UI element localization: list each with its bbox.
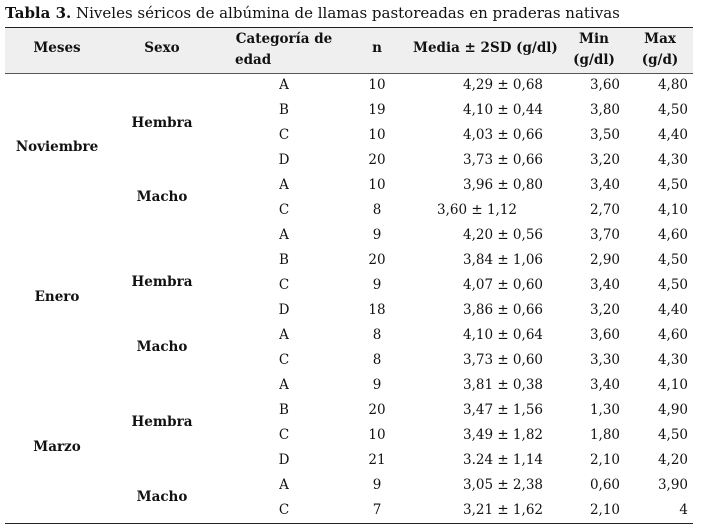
cell-media: 3,49 ± 1,82 [462, 427, 543, 443]
cell-media: 3,73 ± 0,60 [462, 352, 543, 368]
cell-media: 3,47 ± 1,56 [462, 402, 543, 418]
cell-min: 3,80 [589, 102, 620, 118]
cell-n: 10 [368, 177, 386, 193]
header-n: n [372, 40, 382, 56]
caption-label: Tabla 3. [5, 4, 72, 22]
month-label: Marzo [33, 439, 81, 455]
cell-max: 4,80 [657, 77, 688, 93]
sex-label: Macho [136, 489, 188, 505]
cell-media: 4,03 ± 0,66 [462, 127, 543, 143]
cell-categoria: A [279, 327, 289, 343]
cell-media: 3.24 ± 1,14 [462, 452, 543, 468]
header-categoria-line2: edad [235, 52, 272, 68]
cell-categoria: B [279, 102, 289, 118]
cell-categoria: A [279, 77, 289, 93]
cell-max: 4,50 [657, 427, 688, 443]
cell-categoria: C [278, 502, 290, 518]
cell-n: 8 [372, 327, 382, 343]
cell-n: 10 [368, 77, 386, 93]
cell-media: 4,29 ± 0,68 [462, 77, 543, 93]
cell-max: 4,50 [657, 102, 688, 118]
header-meses: Meses [33, 40, 81, 56]
cell-categoria: A [279, 377, 289, 393]
cell-n: 8 [372, 352, 382, 368]
header-categoria-line1: Categoría de [235, 31, 333, 47]
cell-max: 4,10 [657, 202, 688, 218]
cell-min: 2,10 [589, 452, 620, 468]
cell-categoria: B [279, 252, 289, 268]
cell-max: 3,90 [657, 477, 688, 493]
cell-media: 3,96 ± 0,80 [462, 177, 543, 193]
table-header [5, 28, 693, 74]
cell-max: 4,10 [657, 377, 688, 393]
header-max-line2: (g/d) [641, 52, 679, 68]
cell-min: 3,20 [589, 152, 620, 168]
cell-n: 8 [372, 202, 382, 218]
cell-media: 4,10 ± 0,64 [462, 327, 543, 343]
cell-categoria: C [278, 352, 290, 368]
cell-media: 4,10 ± 0,44 [462, 102, 543, 118]
cell-max: 4,60 [657, 227, 688, 243]
cell-media: 4,20 ± 0,56 [462, 227, 543, 243]
cell-media: 3,73 ± 0,66 [462, 152, 543, 168]
cell-n: 20 [368, 402, 386, 418]
cell-categoria: D [278, 302, 290, 318]
cell-min: 0,60 [589, 477, 620, 493]
month-label: Enero [34, 289, 80, 305]
cell-min: 3,70 [589, 227, 620, 243]
cell-categoria: C [278, 277, 290, 293]
cell-media: 3,81 ± 0,38 [462, 377, 543, 393]
cell-min: 3,30 [589, 352, 620, 368]
cell-max: 4,90 [657, 402, 688, 418]
cell-categoria: B [279, 402, 289, 418]
cell-n: 10 [368, 127, 386, 143]
sex-label: Macho [136, 189, 188, 205]
cell-media: 4,07 ± 0,60 [462, 277, 543, 293]
cell-media: 3,86 ± 0,66 [462, 302, 543, 318]
cell-n: 9 [372, 277, 382, 293]
header-min-line2: (g/dl) [573, 52, 615, 68]
cell-max: 4,30 [657, 152, 688, 168]
cell-n: 21 [368, 452, 386, 468]
cell-max: 4,50 [657, 177, 688, 193]
cell-categoria: A [279, 227, 289, 243]
cell-min: 2,90 [589, 252, 620, 268]
cell-max: 4,50 [657, 252, 688, 268]
cell-media: 3,60 ± 1,12 [437, 202, 518, 218]
cell-n: 9 [372, 227, 382, 243]
cell-min: 3,40 [589, 377, 620, 393]
cell-min: 3,60 [589, 327, 620, 343]
albumin-table [5, 27, 693, 524]
cell-min: 2,70 [589, 202, 620, 218]
sex-label: Hembra [131, 274, 193, 290]
cell-max: 4,40 [657, 127, 688, 143]
cell-categoria: D [278, 452, 290, 468]
cell-n: 9 [372, 477, 382, 493]
cell-max: 4,40 [657, 302, 688, 318]
cell-categoria: A [279, 477, 289, 493]
cell-n: 9 [372, 377, 382, 393]
cell-categoria: C [278, 427, 290, 443]
cell-categoria: C [278, 127, 290, 143]
cell-max: 4,50 [657, 277, 688, 293]
cell-n: 18 [368, 302, 386, 318]
header-media: Media ± 2SD (g/dl) [413, 40, 558, 56]
cell-n: 20 [368, 252, 386, 268]
cell-categoria: D [278, 152, 290, 168]
header-sexo: Sexo [144, 40, 180, 56]
cell-n: 7 [372, 502, 382, 518]
cell-n: 19 [368, 102, 386, 118]
cell-n: 10 [368, 427, 386, 443]
cell-n: 20 [368, 152, 386, 168]
cell-media: 3,05 ± 2,38 [462, 477, 543, 493]
header-max-line1: Max [644, 31, 676, 47]
month-label: Noviembre [15, 139, 99, 155]
cell-min: 1,80 [589, 427, 620, 443]
cell-min: 2,10 [589, 502, 620, 518]
cell-categoria: C [278, 202, 290, 218]
table-caption [5, 4, 620, 22]
cell-max: 4,30 [657, 352, 688, 368]
header-min-line1: Min [579, 31, 609, 47]
cell-min: 3,40 [589, 177, 620, 193]
cell-min: 3,60 [589, 77, 620, 93]
cell-media: 3,84 ± 1,06 [462, 252, 543, 268]
sex-label: Hembra [131, 115, 193, 131]
cell-categoria: A [279, 177, 289, 193]
cell-min: 3,20 [589, 302, 620, 318]
cell-min: 3,50 [589, 127, 620, 143]
cell-min: 1,30 [589, 402, 620, 418]
caption-text: Niveles séricos de albúmina de llamas pastoreadas en praderas nativas [71, 4, 620, 22]
cell-media: 3,21 ± 1,62 [462, 502, 543, 518]
sex-label: Hembra [131, 414, 193, 430]
sex-label: Macho [136, 339, 188, 355]
cell-max: 4,60 [657, 327, 688, 343]
cell-min: 3,40 [589, 277, 620, 293]
cell-max: 4 [679, 502, 688, 518]
cell-max: 4,20 [657, 452, 688, 468]
